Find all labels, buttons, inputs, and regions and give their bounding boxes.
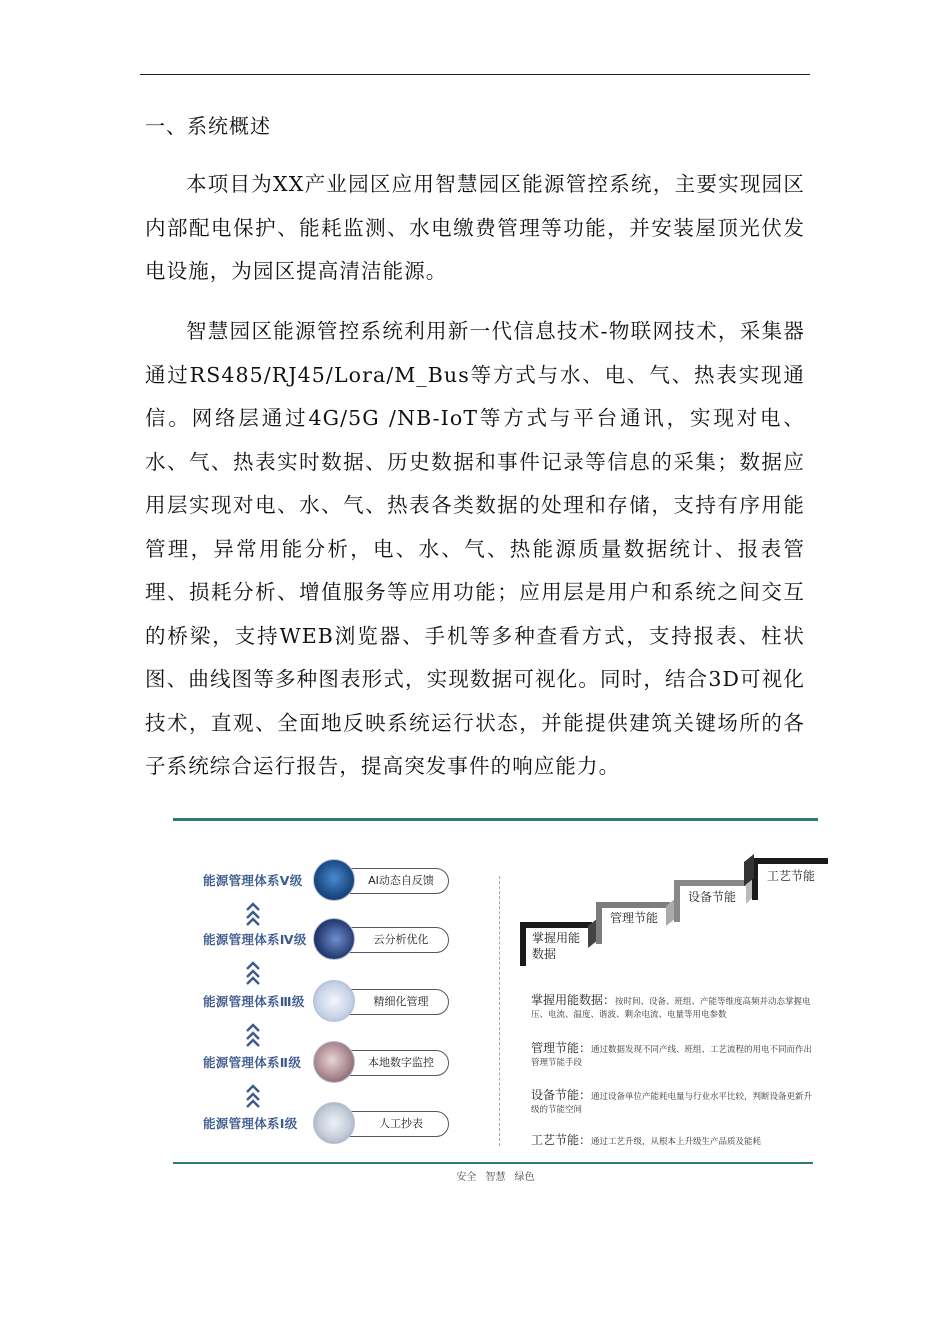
step-label-process: 工艺节能	[767, 869, 816, 883]
desc-text: 按时间、设备、班组、产能等维度高频并动态掌握电压、电流、温度、谐波、剩余电流、电量等用电参数	[531, 997, 811, 1020]
desc-equipment	[531, 1089, 813, 1117]
manual-reading-icon	[313, 1102, 355, 1144]
level-row-1	[195, 1102, 455, 1146]
level-pill: 人工抄表	[335, 1111, 449, 1137]
desc-title: 设备节能：	[531, 1088, 592, 1102]
header-rule	[140, 74, 810, 75]
level-row-2	[195, 1041, 455, 1085]
step-label-line: 数据	[532, 947, 557, 961]
level-label: 能源管理体系Ⅱ级	[203, 1055, 302, 1070]
energy-management-figure	[173, 816, 818, 1188]
level-pill: 精细化管理	[335, 989, 449, 1015]
paragraph-system: 智慧园区能源管控系统利用新一代信息技术-物联网技术，采集器通过RS485/RJ45/Lora/M_Bus等方式与水、电、气、热表实现通信。网络层通过4G/5G /NB-IoT等方式与平台通讯，实现对电、水、气、热表实时数据、历史数据和事件记录等信息的采集；数据应用层实现对电、水、气、热表各类数据的处理和存储，支持有序用能管理，异常用能分析，电、水、气、热能源质量数据统计、报表管理、损耗分析、增值服务等应用功能；应用层是用户和系统之间交互的桥梁，支持WEB浏览器、手机等多种查看方式，支持报表、柱状图、曲线图等多种图表形式，实现数据可视化。同时，结合3D可视化技术，直观、全面地反映系统运行状态，并能提供建筑关键场所的各子系统综合运行报告，提高突发事件的响应能力。	[145, 319, 805, 778]
level-label: 能源管理体系Ⅲ级	[203, 994, 305, 1009]
figure-bottom-rule	[173, 1162, 813, 1164]
figure-divider	[499, 876, 500, 1146]
desc-data	[531, 994, 813, 1022]
level-label: 能源管理体系Ⅳ级	[203, 932, 307, 947]
level-pill: 本地数字监控	[335, 1050, 449, 1076]
level-pill: 云分析优化	[335, 927, 449, 953]
desc-title: 管理节能：	[531, 1041, 592, 1055]
figure-top-rule	[173, 818, 818, 821]
desc-title: 工艺节能：	[531, 1133, 592, 1147]
level-row-3	[195, 980, 455, 1024]
magnifier-monitor-icon	[313, 1041, 355, 1083]
level-label: 能源管理体系Ⅰ级	[203, 1116, 298, 1131]
desc-text: 通过工艺升级，从根本上升级生产品质及能耗	[591, 1137, 762, 1147]
step-label-management: 管理节能	[610, 911, 659, 925]
cloud-hand-icon	[313, 918, 355, 960]
desc-title: 掌握用能数据：	[531, 993, 616, 1007]
desc-process	[531, 1134, 813, 1149]
desc-management	[531, 1042, 813, 1070]
section-title: 一、系统概述	[145, 114, 271, 138]
level-label: 能源管理体系Ⅴ级	[203, 873, 303, 888]
level-pill: AI动态自反馈	[335, 868, 449, 894]
step-label-data	[532, 930, 580, 962]
ai-brain-icon	[313, 859, 355, 901]
desc-text: 通过设备单位产能耗电量与行业水平比较，判断设备更新升级的节能空间	[531, 1092, 813, 1115]
level-row-4	[195, 918, 455, 962]
step-label-line: 掌握用能	[532, 931, 581, 945]
management-chart-icon	[313, 980, 355, 1022]
step-label-equipment: 设备节能	[688, 890, 737, 904]
paragraph-intro: 本项目为XX产业园区应用智慧园区能源管控系统，主要实现园区内部配电保护、能耗监测、水电缴费管理等功能，并安装屋顶光伏发电设施，为园区提高清洁能源。	[145, 172, 805, 283]
figure-caption: 安全 智慧 绿色	[456, 1172, 535, 1183]
desc-text: 通过数据发现不同产线、班组、工艺流程的用电不同而作出管理节能手段	[531, 1045, 813, 1068]
level-row-5	[195, 859, 455, 903]
